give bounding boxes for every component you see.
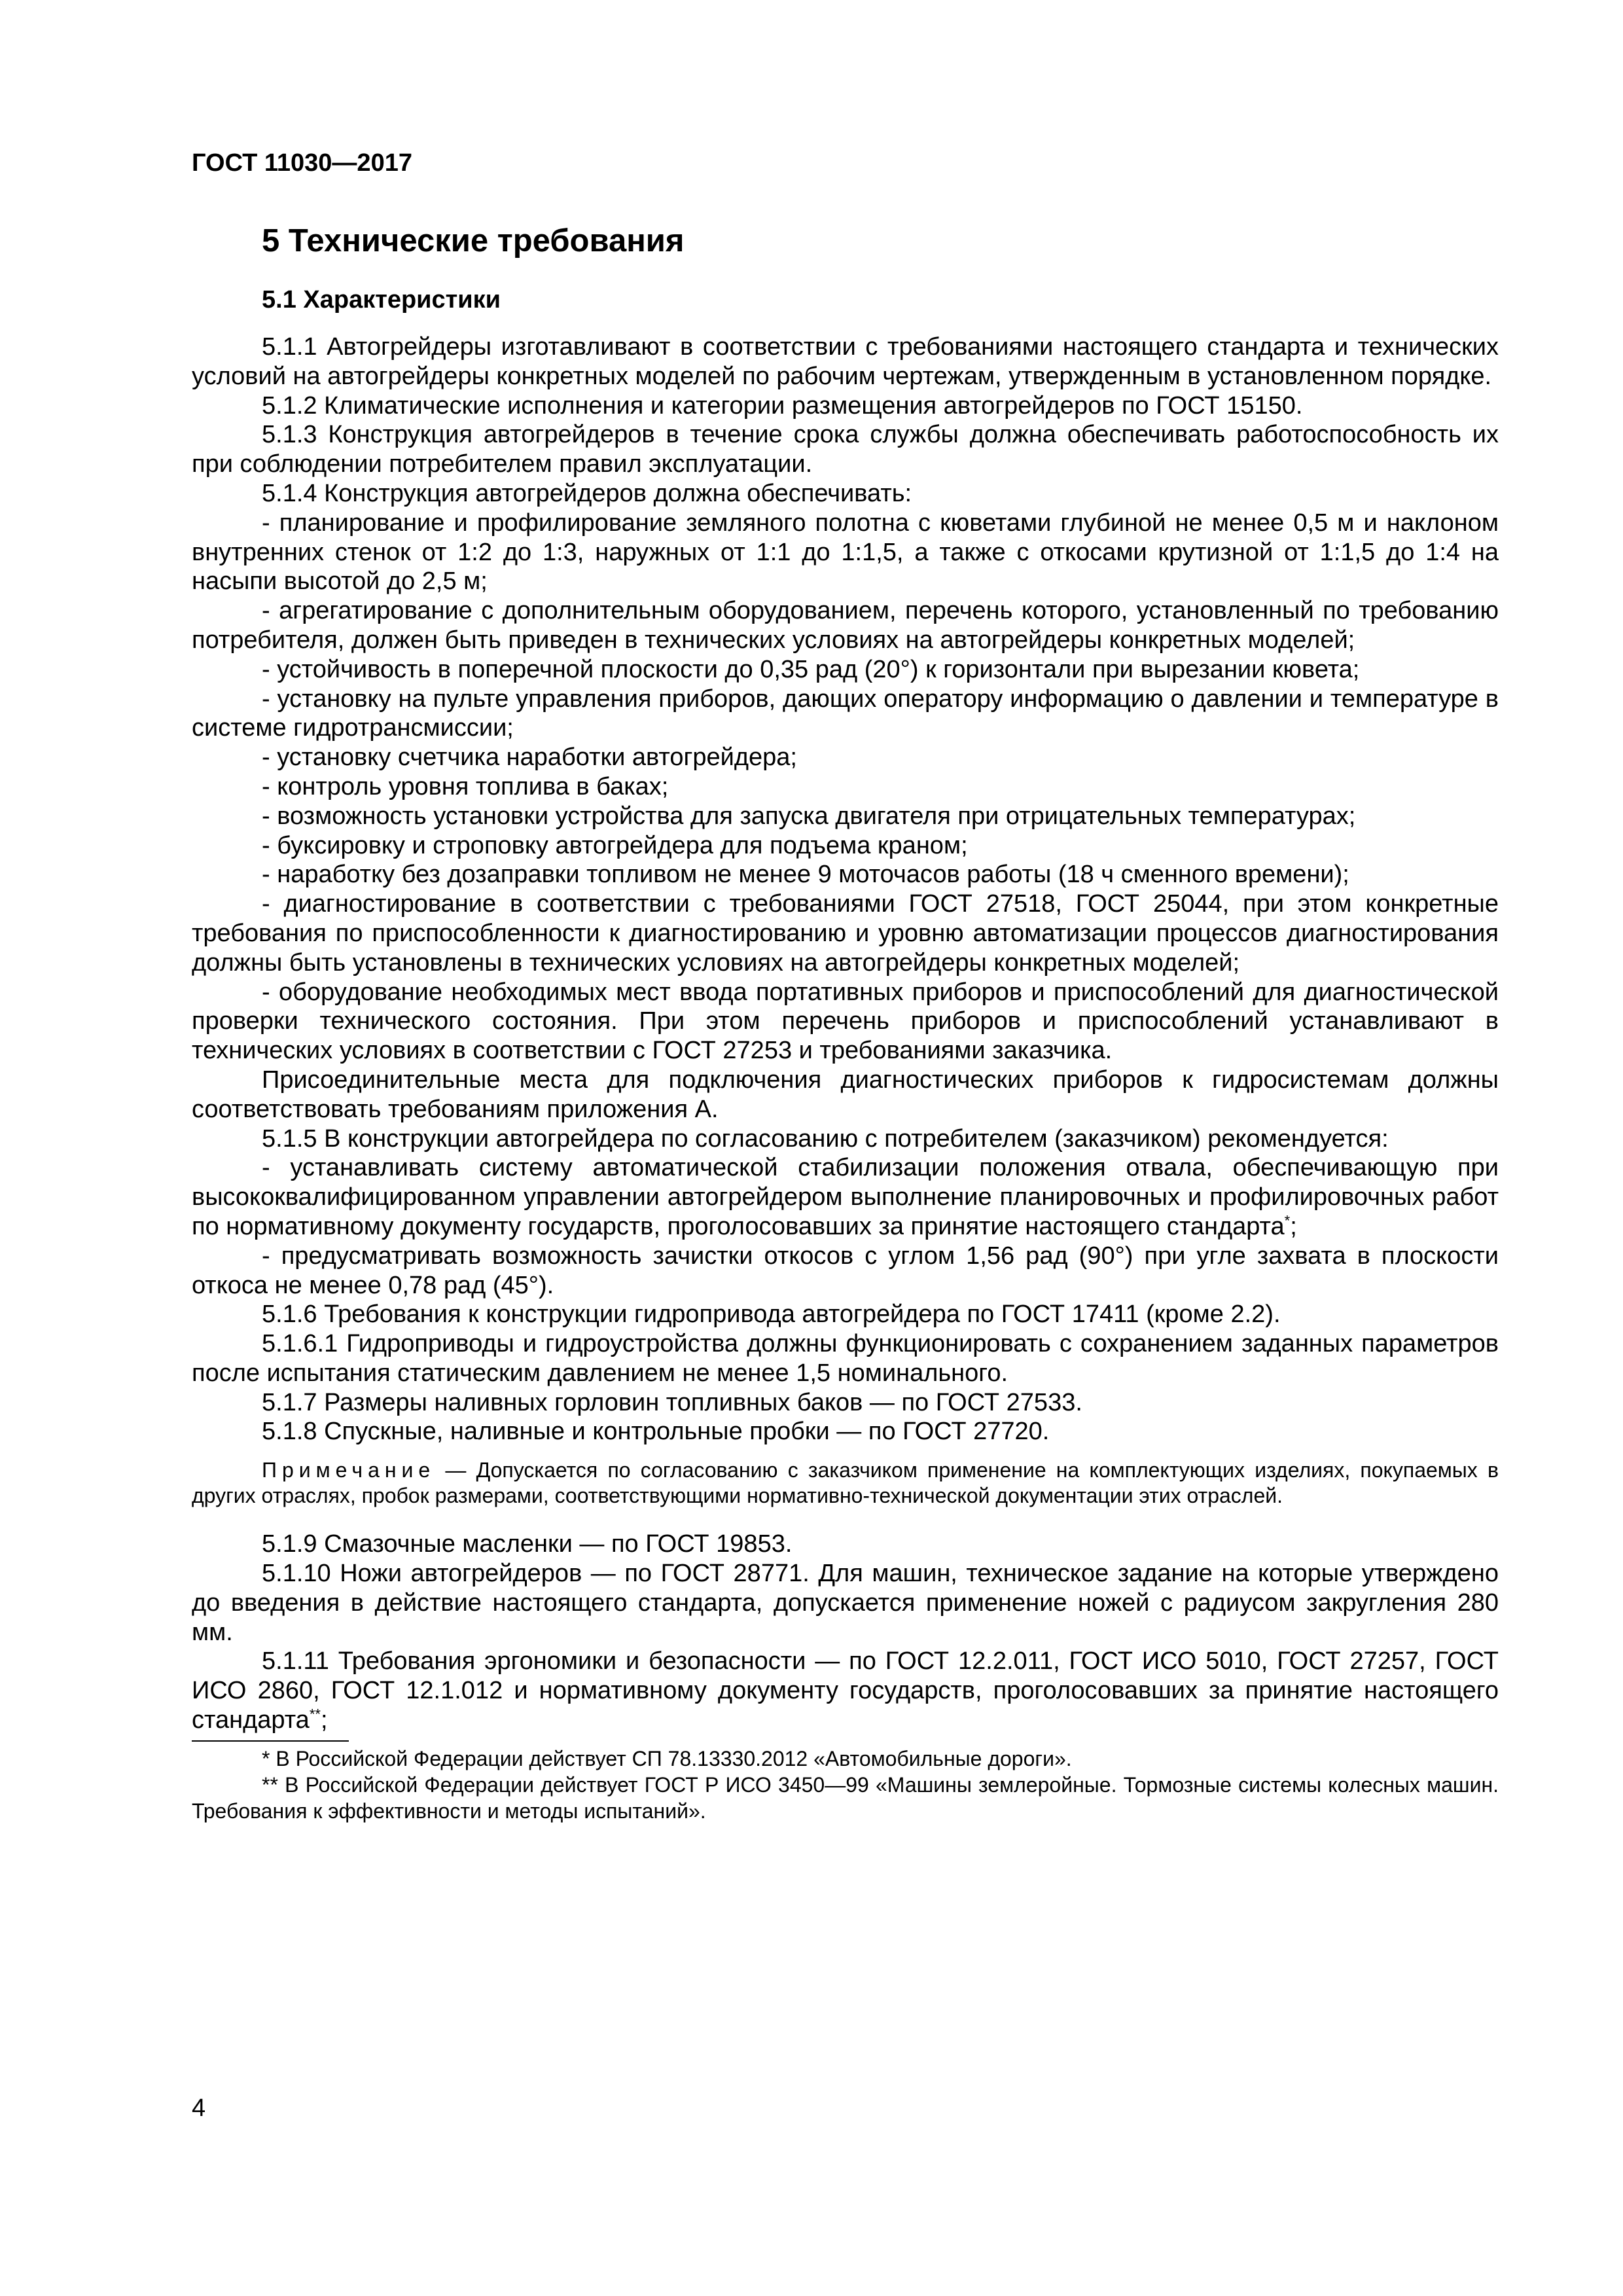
paragraph: 5.1.6.1 Гидроприводы и гидроустройства должны функционировать с сохранением заданных параметров после испытания статическим давлением не менее 1,5 номинального. — [192, 1330, 1499, 1387]
note-label: Примечание — [262, 1458, 436, 1482]
paragraph — [192, 1647, 1499, 1734]
footnote-marker[interactable]: ** — [309, 1706, 321, 1723]
list-item: - агрегатирование с дополнительным оборудованием, перечень которого, установленный по требованию потребителя, должен быть приведен в технических условиях на автогрейдеры конкретных моделей; — [192, 597, 1499, 654]
paragraph-text: 5.1.11 Требования эргономики и безопасности — по ГОСТ 12.2.011, ГОСТ ИСО 5010, ГОСТ 27257, ГОСТ ИСО 2860, ГОСТ 12.1.012 и нормативному документу государств, проголосовавших за принятие настоящего стандарта — [192, 1647, 1499, 1734]
list-item: - установку счетчика наработки автогрейдера; — [262, 744, 797, 772]
paragraph: 5.1.9 Смазочные масленки — по ГОСТ 19853. — [262, 1530, 793, 1558]
list-item: - установку на пульте управления приборов, дающих оператору информацию о давлении и температуре в системе гидротрансмиссии; — [192, 685, 1499, 742]
list-item: - возможность установки устройства для запуска двигателя при отрицательных температурах; — [262, 802, 1356, 830]
note-text: — Допускается по согласованию с заказчиком применение на комплектующих изделиях, покупаемых в других отраслях, пробок размерами, соответствующими нормативно-технической документации этих отраслей. — [192, 1458, 1499, 1508]
paragraph: 5.1.5 В конструкции автогрейдера по согласованию с потребителем (заказчиком) рекомендуется: — [262, 1124, 1389, 1153]
list-item: - устойчивость в поперечной плоскости до 0,35 рад (20°) к горизонтали при вырезании кювета; — [262, 655, 1360, 683]
document-body — [192, 332, 1499, 1824]
list-item: - оборудование необходимых мест ввода портативных приборов и приспособлений для диагностической проверки технического состояния. При этом перечень приборов и приспособлений устанавливают в технических условиях в соответствии с ГОСТ 27253 и требованиями заказчика. — [192, 978, 1499, 1065]
paragraph: 5.1.7 Размеры наливных горловин топливных баков — по ГОСТ 27533. — [262, 1388, 1082, 1416]
paragraph: Присоединительные места для подключения диагностических приборов к гидросистемам должны соответствовать требованиям приложения А. — [192, 1066, 1499, 1123]
subsection-title: 5.1 Характеристики — [262, 286, 501, 314]
footnote: ** В Российской Федерации действует ГОСТ Р ИСО 3450—99 «Машины землеройные. Тормозные системы колесных машин. Требования к эффективности и методы испытаний». — [192, 1772, 1499, 1823]
list-item: - наработку без дозаправки топливом не менее 9 моточасов работы (18 ч сменного времени); — [262, 861, 1349, 889]
list-item — [192, 1153, 1499, 1241]
paragraph-end: ; — [320, 1706, 328, 1734]
paragraph: 5.1.6 Требования к конструкции гидропривода автогрейдера по ГОСТ 17411 (кроме 2.2). — [262, 1300, 1281, 1329]
footnote: * В Российской Федерации действует СП 78.13330.2012 «Автомобильные дороги». — [262, 1746, 1072, 1770]
document-identifier: ГОСТ 11030—2017 — [192, 149, 412, 177]
list-item: - диагностирование в соответствии с требованиями ГОСТ 27518, ГОСТ 25044, при этом конкретные требования по приспособленности к диагностированию и уровню автоматизации процессов диагностирования должны быть установлены в технических условиях на автогрейдеры конкретных моделей; — [192, 890, 1499, 977]
paragraph: 5.1.8 Спускные, наливные и контрольные пробки — по ГОСТ 27720. — [262, 1418, 1050, 1446]
list-item: - предусматривать возможность зачистки откосов с углом 1,56 рад (90°) при угле захвата в плоскости откоса не менее 0,78 рад (45°). — [192, 1242, 1499, 1299]
list-item: - планирование и профилирование земляного полотна с кюветами глубиной не менее 0,5 м и наклоном внутренних стенок от 1:2 до 1:3, наружных от 1:1 до 1:1,5, а также с откосами крутизной от 1:1,5 до 1:4 на насыпи высотой до 2,5 м; — [192, 509, 1499, 596]
list-item: - контроль уровня топлива в баках; — [262, 772, 669, 800]
list-item-end: ; — [1290, 1212, 1297, 1240]
paragraph: 5.1.3 Конструкция автогрейдеров в течение срока службы должна обеспечивать работоспособность их при соблюдении потребителем правил эксплуатации. — [192, 421, 1499, 478]
list-item-text: - устанавливать систему автоматической стабилизации положения отвала, обеспечивающую при высококвалифицированном управлении автогрейдером выполнение планировочных и профилировочных работ по нормативному документу государств, проголосовавших за принятие настоящего стандарта — [192, 1154, 1499, 1240]
note — [192, 1458, 1499, 1509]
paragraph: 5.1.10 Ножи автогрейдеров — по ГОСТ 28771. Для машин, техническое задание на которые утверждено до введения в действие настоящего стандарта, допускается применение ножей с радиусом закругления 280 мм. — [192, 1560, 1499, 1646]
section-title: 5 Технические требования — [262, 223, 685, 259]
footnote-marker[interactable]: * — [1284, 1212, 1291, 1229]
footnote-divider — [192, 1740, 349, 1742]
list-item: - буксировку и строповку автогрейдера для подъема краном; — [262, 831, 968, 859]
paragraph: 5.1.4 Конструкция автогрейдеров должна обеспечивать: — [262, 479, 912, 507]
page-number: 4 — [192, 2094, 206, 2122]
footnotes — [192, 1746, 1499, 1824]
paragraph: 5.1.1 Автогрейдеры изготавливают в соответствии с требованиями настоящего стандарта и технических условий на автогрейдеры конкретных моделей по рабочим чертежам, утвержденным в установленном порядке. — [192, 333, 1499, 390]
paragraph: 5.1.2 Климатические исполнения и категории размещения автогрейдеров по ГОСТ 15150. — [262, 391, 1303, 420]
